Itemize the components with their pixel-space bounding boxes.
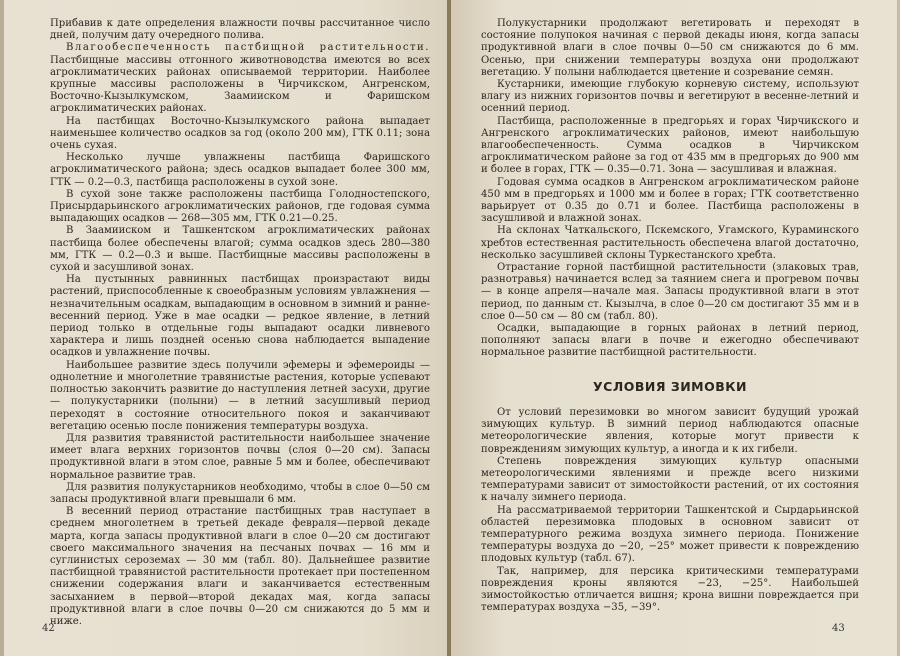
right-page-text [481, 18, 859, 614]
paragraph-text: В весенний период отрастание пастбищных трав наступает в среднем многолетнем в третьей декаде февраля—первой декаде марта, когда запасы продуктивной влаги в слое 0—20 см достигают своего максимального значения на песчаных почвах — 16 мм и суглинистых сероземах — 30 мм (табл. 80). Дальнейшее развитие пастбищной травянистой растительности протекает при постепенном снижении содержания влаги и заканчивается естественным засыханием в первой—второй декадах мая, когда запасы продуктивной влаги в слое почвы 0—20 см снижаются до 5 мм и ниже. [50, 506, 430, 627]
paragraph [50, 18, 430, 42]
paragraph [481, 505, 859, 566]
paragraph [481, 407, 859, 456]
paragraph-text: В Заамииском и Ташкентском агроклиматических районах пастбища более обеспечены влагой; сумма осадков здесь 280—380 мм, ГТК — 0.2—0.3 и выше. Пастбищные массивы расположены в сухой и засушливой зонах. [50, 225, 430, 274]
paragraph [50, 274, 430, 359]
paragraph-text: На рассматриваемой территории Ташкентской и Сырдарьинской областей перезимовка плодовых в основном зависит от температурного режима воздуха зимнего периода. Понижение температуры воздуха до −20, −25° может привести к повреждению плодовых культур (табл. 67). [481, 504, 859, 565]
paragraph [481, 225, 859, 262]
paragraph [481, 18, 859, 79]
right-page [451, 0, 900, 656]
paragraph-text: На пастбищах Восточно-Кызылкумского района выпадает наименьшее количество осадков за год (около 200 мм), ГТК 0.11; зона очень сухая. [50, 115, 430, 152]
right-paragraphs-before [481, 18, 859, 360]
paragraph [50, 225, 430, 274]
paragraph [481, 79, 859, 116]
paragraph [481, 116, 859, 177]
paragraph-text: Осадки, выпадающие в горных районах в летний период, пополняют запасы влаги в почве и ежегодно обеспечивают нормальное развитие пастбищной растительности. [481, 323, 859, 359]
paragraph-text: Отрастание горной пастбищной растительности (злаковых трав, разнотравья) начинается вслед за таянием снега и прогревом почвы — в конце апреля—начале мая. Запасы продуктивной влаги в этот период, по данным ст. Кызылча, в слое 0—20 см достигают 35 мм и в слое 0—50 см — 80 см (табл. 80). [481, 262, 859, 322]
paragraph-text: Полукустарники продолжают вегетировать и переходят в состояние полупокоя начиная с первой декады июня, когда запасы продуктивной влаги в слое почвы 0—50 см снижаются до 6 мм. Осенью, при снижении температуры воздуха они продолжают вегетацию. У полыни наблюдается цветение и созревание семян. [481, 18, 859, 78]
paragraph [50, 189, 430, 226]
paragraph [50, 152, 430, 189]
paragraph-text: На склонах Чаткальского, Пскемского, Угамского, Кураминского хребтов естественная растительность обеспечена влагой достаточно, несколько засушливей склоны Туркестанского хребта. [481, 225, 859, 261]
paragraph-run-in-title: Влагообеспеченность пастбищной растительности. [66, 42, 430, 54]
paragraph [50, 482, 430, 506]
paragraph [481, 456, 859, 505]
paragraph [50, 116, 430, 153]
left-page [0, 0, 449, 656]
paragraph [481, 566, 859, 615]
paragraph-text: Несколько лучше увлажнены пастбища Фаришского агроклиматического района; здесь осадков выпадает более 300 мм, ГТК — 0.2—0.3, пастбища расположены в сухой зоне. [50, 152, 430, 188]
paragraph-text: Для развития полукустарников необходимо, чтобы в слое 0—50 см запасы продуктивной влаги превышали 6 мм. [50, 481, 430, 505]
paragraph-text: В сухой зоне также расположены пастбища Голодностепского, Присырдарьинского агроклиматических районов, где годовая сумма выпадающих осадков — 268—305 мм, ГТК 0.21—0.25. [50, 188, 430, 225]
paragraph [50, 433, 430, 482]
paragraph-text: Прибавив к дате определения влажности почвы рассчитанное число дней, получим дату очередного полива. [50, 18, 430, 42]
right-paragraphs-after [481, 407, 859, 614]
page-number-left: 42 [42, 623, 55, 634]
paragraph-text: Для развития травянистой растительности наибольшее значение имеет влага верхних горизонтов почвы (слоя 0—20 см). Запасы продуктивной влаги в этом слое, равные 5 мм и более, обеспечивают нормальное развитие трав. [50, 432, 430, 481]
page-number-right: 43 [832, 623, 845, 634]
paragraph-text: Наибольшее развитие здесь получили эфемеры и эфемероиды — однолетние и многолетние травянистые растения, которые успевают полностью закончить развитие до наступления летней засухи, другие — полукустарники (полыни) — в летний засушливый период переходят в состояние относительного покоя и заканчивают вегетацию осенью после понижения температуры воздуха. [50, 359, 430, 432]
paragraph-text: Годовая сумма осадков в Ангренском агроклиматическом районе 450 мм в предгорьях и 1000 мм и более в горах; ГТК соответственно варьирует от 0.35 до 0.71 и более. Пастбища расположены в засушливой и влажной зонах. [481, 176, 859, 225]
page-edge [0, 0, 4, 656]
paragraph [481, 323, 859, 360]
left-page-text [50, 18, 430, 628]
paragraph [481, 177, 859, 226]
paragraph-text: Степень повреждения зимующих культур опасными метеорологическими явлениями и прежде всего низкими температурами зависит от зимостойкости растений, от их состояния к началу зимнего периода. [481, 455, 859, 504]
paragraph-text: На пустынных равнинных пастбищах произрастают виды растений, приспособленные к своеобразным условиям увлажнения — незначительным осадкам, выпадающим в основном в зимний и ранне-весенний период. Уже в мае осадки — редкое явление, в летний период только в отдельные годы выпадают осадки ливневого характера и лишь поздней осенью снова наблюдается выпадение осадков и увлажнение почвы. [50, 274, 430, 359]
paragraph [50, 506, 430, 628]
paragraph [481, 262, 859, 323]
paragraph-text: Пастбища, расположенные в предгорьях и горах Чирчикского и Ангренского агроклиматических районов, имеют наибольшую влагообеспеченность. Сумма осадков в Чирчикском агроклиматическом районе за год от 435 мм в предгорьях до 900 мм и более в горах, ГТК — 0.35—0.71. Зона — засушливая и влажная. [481, 115, 859, 176]
paragraph-text: Так, например, для персика критическими температурами повреждения кроны являются −23, −25°. Наибольшей зимостойкостью отличается вишня; крона вишни повреждается при температурах воздуха −35, −39°. [481, 565, 859, 614]
paragraph-text: Пастбищные массивы отгонного животноводства имеются во всех агроклиматических районах описываемой территории. Наиболее крупные массивы расположены в Чирчикском, Ангренском, Восточно-Кызылкумском, Заамииском и Фаришском агроклиматических районах. [50, 54, 430, 115]
paragraph-text: От условий перезимовки во многом зависит будущий урожай зимующих культур. В зимний период наблюдаются опасные метеорологические явления, которые могут привести к повреждениям зимующих культур, а иногда и к их гибели. [481, 406, 859, 455]
paragraph [50, 360, 430, 433]
paragraph-text: Кустарники, имеющие глубокую корневую систему, используют влагу из нижних горизонтов почвы и вегетируют в весенне-летний и осенний период. [481, 79, 859, 115]
paragraph [50, 42, 430, 115]
section-heading: УСЛОВИЯ ЗИМОВКИ [593, 378, 747, 394]
